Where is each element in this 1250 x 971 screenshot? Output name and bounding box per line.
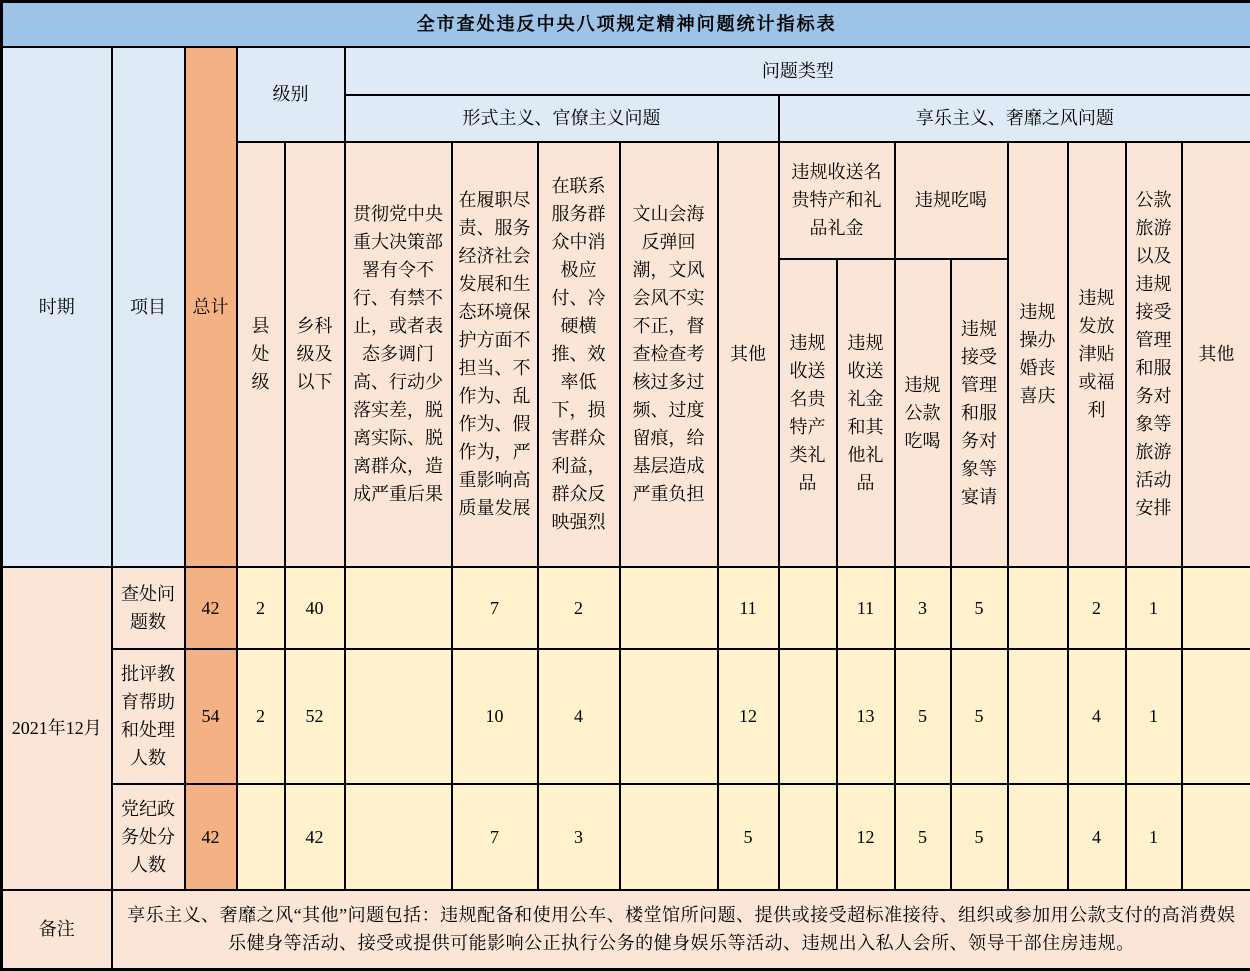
value-cell: 4 [1068, 649, 1126, 784]
col-header-hedonism-other: 其他 [1182, 142, 1250, 567]
col-header-formalism-other: 其他 [718, 142, 779, 567]
value-cell [1182, 567, 1250, 649]
value-cell: 40 [285, 567, 345, 649]
col-header-county-level: 县处级 [237, 142, 285, 567]
row-label-persons-disciplined: 党纪政务处分人数 [112, 784, 185, 890]
col-header-formalism-4: 文山会海反弹回潮，文风会风不实不正，督查检查考核过多过频、过度留痕，给基层造成严重负担 [620, 142, 718, 567]
value-cell: 42 [285, 784, 345, 890]
col-header-gifts-specialty: 违规收送名贵特产类礼品 [779, 259, 837, 567]
value-cell [1008, 567, 1068, 649]
value-cell [1182, 649, 1250, 784]
col-header-dining-group: 违规吃喝 [895, 142, 1008, 259]
col-header-gifts-cash: 违规收送礼金和其他礼品 [837, 259, 895, 567]
value-cell: 4 [538, 649, 620, 784]
value-cell [620, 784, 718, 890]
value-cell [345, 649, 452, 784]
value-cell: 2 [1068, 567, 1126, 649]
value-cell: 52 [285, 649, 345, 784]
col-header-hedonism-group: 享乐主义、奢靡之风问题 [779, 95, 1250, 142]
value-cell: 5 [895, 784, 951, 890]
value-cell: 2 [538, 567, 620, 649]
col-header-formalism-group: 形式主义、官僚主义问题 [345, 95, 779, 142]
value-cell: 13 [837, 649, 895, 784]
value-cell [237, 784, 285, 890]
col-header-dining-banquets: 违规接受管理和服务对象等宴请 [951, 259, 1008, 567]
value-cell: 1 [1126, 649, 1182, 784]
value-cell: 12 [718, 649, 779, 784]
col-header-weddings-funerals: 违规操办婚丧喜庆 [1008, 142, 1068, 567]
col-header-formalism-2: 在履职尽责、服务经济社会发展和生态环境保护方面不担当、不作为、乱作为、假作为，严重影响高质量发展 [452, 142, 538, 567]
value-cell: 1 [1126, 784, 1182, 890]
value-cell: 12 [837, 784, 895, 890]
value-cell: 5 [951, 784, 1008, 890]
col-header-formalism-1: 贯彻党中央重大决策部署有令不行、有禁不止，或者表态多调门高、行动少落实差，脱离实际、脱离群众，造成严重后果 [345, 142, 452, 567]
col-header-gifts-group: 违规收送名贵特产和礼品礼金 [779, 142, 895, 259]
row-label-problems-investigated: 查处问题数 [112, 567, 185, 649]
col-header-problem-type: 问题类型 [345, 47, 1250, 95]
value-cell [620, 649, 718, 784]
value-cell: 42 [185, 784, 237, 890]
value-cell: 5 [718, 784, 779, 890]
value-cell: 5 [951, 649, 1008, 784]
value-cell: 3 [538, 784, 620, 890]
value-cell [345, 567, 452, 649]
value-cell: 11 [837, 567, 895, 649]
table-title: 全市查处违反中央八项规定精神问题统计指标表 [2, 2, 1250, 47]
value-cell [779, 784, 837, 890]
value-cell [1008, 649, 1068, 784]
value-cell: 7 [452, 567, 538, 649]
value-cell: 2 [237, 649, 285, 784]
value-cell [1182, 784, 1250, 890]
row-label-persons-educated: 批评教育帮助和处理人数 [112, 649, 185, 784]
col-header-level: 级别 [237, 47, 345, 142]
col-header-period: 时期 [2, 47, 112, 567]
col-header-township-level: 乡科级及以下 [285, 142, 345, 567]
value-cell [1008, 784, 1068, 890]
value-cell [345, 784, 452, 890]
value-cell: 3 [895, 567, 951, 649]
value-cell: 5 [951, 567, 1008, 649]
col-header-allowances: 违规发放津贴或福利 [1068, 142, 1126, 567]
col-header-total: 总计 [185, 47, 237, 567]
value-cell: 7 [452, 784, 538, 890]
value-cell [779, 649, 837, 784]
col-header-public-funded-travel: 公款旅游以及违规接受管理和服务对象等旅游活动安排 [1126, 142, 1182, 567]
value-cell: 42 [185, 567, 237, 649]
value-cell: 11 [718, 567, 779, 649]
col-header-dining-public-funds: 违规公款吃喝 [895, 259, 951, 567]
value-cell: 5 [895, 649, 951, 784]
value-cell: 1 [1126, 567, 1182, 649]
remarks-label: 备注 [2, 890, 112, 970]
value-cell: 10 [452, 649, 538, 784]
value-cell: 2 [237, 567, 285, 649]
value-cell: 54 [185, 649, 237, 784]
col-header-item: 项目 [112, 47, 185, 567]
remarks-text: 享乐主义、奢靡之风“其他”问题包括：违规配备和使用公车、楼堂馆所问题、提供或接受超标准接待、组织或参加用公款支付的高消费娱乐健身等活动、接受或提供可能影响公正执行公务的健身娱乐等活动、违规出入私人会所、领导干部住房违规。 [112, 890, 1250, 970]
col-header-formalism-3: 在联系服务群众中消极应付、冷硬横推、效率低下，损害群众利益，群众反映强烈 [538, 142, 620, 567]
value-cell [779, 567, 837, 649]
period-value: 2021年12月 [2, 567, 112, 890]
value-cell [620, 567, 718, 649]
value-cell: 4 [1068, 784, 1126, 890]
